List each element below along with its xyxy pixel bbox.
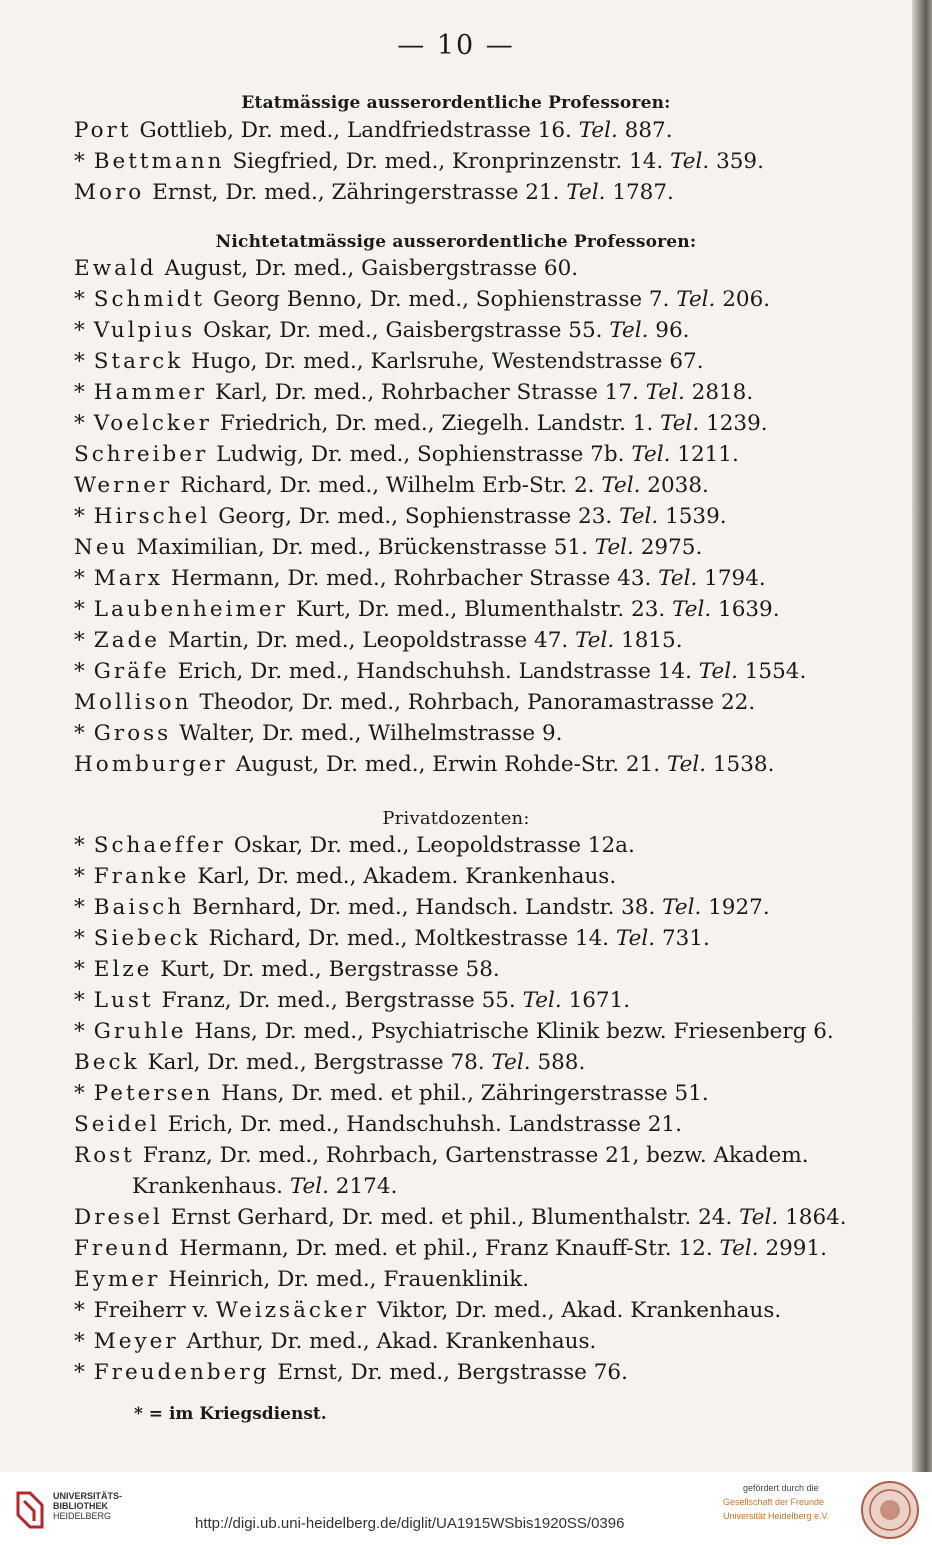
military-service-marker: * [74, 1019, 85, 1044]
faculty-entry [74, 470, 874, 501]
tel-number: 359. [716, 149, 764, 174]
military-service-marker: * [74, 957, 85, 982]
tel-label: Tel. [491, 1050, 531, 1075]
faculty-entry [74, 718, 874, 749]
faculty-entry [74, 1357, 874, 1388]
tel-number: 1539. [665, 504, 727, 529]
tel-number: 2174. [335, 1174, 398, 1199]
entry-details: Hermann, Dr. med., Rohrbacher Strasse 43. [171, 566, 652, 591]
surname: Franke [93, 864, 190, 889]
faculty-entry [74, 687, 874, 718]
faculty-entry [74, 563, 874, 594]
faculty-entry [74, 861, 874, 892]
military-service-marker: * [74, 287, 85, 312]
tel-number: 1554. [744, 659, 807, 684]
surname: Petersen [93, 1081, 214, 1106]
tel-number: 887. [624, 118, 673, 143]
surname: Freund [74, 1236, 172, 1261]
faculty-entry [74, 346, 874, 377]
entry-details: Erich, Dr. med., Handschuhsh. Landstrasse 21. [167, 1112, 682, 1137]
surname: Schmidt [93, 287, 206, 312]
tel-number: 588. [537, 1050, 586, 1075]
entry-details: Gottlieb, Dr. med., Landfriedstrasse 16. [139, 118, 572, 143]
faculty-entry [74, 1109, 874, 1140]
entry-details: Arthur, Dr. med., Akad. Krankenhaus. [186, 1329, 597, 1354]
entry-list-etat [74, 115, 874, 208]
page-number: — 10 — [397, 30, 515, 61]
entry-list-privatdozenten [74, 830, 874, 1388]
surname: Port [74, 118, 132, 143]
entry-details: Maximilian, Dr. med., Brückenstrasse 51. [136, 535, 588, 560]
entry-details: Bernhard, Dr. med., Handsch. Landstr. 38. [192, 895, 656, 920]
faculty-entry [74, 146, 874, 177]
entry-details: Ernst, Dr. med., Bergstrasse 76. [277, 1360, 628, 1385]
military-service-marker: * [74, 1329, 85, 1354]
surname: Eymer [74, 1267, 161, 1292]
tel-label: Tel. [522, 988, 562, 1013]
tel-label: Tel. [619, 504, 659, 529]
entry-details: Richard, Dr. med., Wilhelm Erb-Str. 2. [180, 473, 595, 498]
military-service-marker: * [74, 566, 85, 591]
entry-details: Karl, Dr. med., Bergstrasse 78. [147, 1050, 485, 1075]
entry-details: Kurt, Dr. med., Bergstrasse 58. [160, 957, 500, 982]
entry-details: Oskar, Dr. med., Gaisbergstrasse 55. [203, 318, 603, 343]
tel-number: 1787. [612, 180, 674, 205]
surname: Starck [93, 349, 184, 374]
permalink-url[interactable]: http://digi.ub.uni-heidelberg.de/diglit/UA1915WSbis1920SS/0396 [195, 1515, 625, 1532]
tel-number: 1239. [706, 411, 768, 436]
military-service-marker: * [74, 504, 85, 529]
tel-number: 1864. [785, 1205, 847, 1230]
faculty-entry [74, 439, 874, 470]
digitization-footer [0, 1472, 932, 1545]
faculty-entry [74, 284, 874, 315]
faculty-entry [74, 1295, 874, 1326]
faculty-entry [74, 177, 874, 208]
military-service-marker: * [74, 659, 85, 684]
military-service-marker: * [74, 411, 85, 436]
surname: Seidel [74, 1112, 160, 1137]
faculty-entry [74, 749, 874, 780]
library-name-line3: HEIDELBERG [53, 1511, 112, 1521]
faculty-entry [74, 830, 874, 861]
entry-details: Heinrich, Dr. med., Frauenklinik. [168, 1267, 530, 1292]
military-service-marker: * [74, 380, 85, 405]
tel-label: Tel. [660, 411, 700, 436]
entry-details: Krankenhaus. [132, 1174, 283, 1199]
surname: Hammer [93, 380, 208, 405]
surname: Mollison [74, 690, 192, 715]
tel-number: 1815. [621, 628, 683, 653]
faculty-entry [74, 985, 874, 1016]
surname: Vulpius [93, 318, 196, 343]
footnote: * = im Kriegsdienst. [134, 1404, 327, 1424]
faculty-entry [74, 1047, 874, 1078]
surname: Dresel [74, 1205, 163, 1230]
tel-label: Tel. [719, 1236, 759, 1261]
military-service-marker: * [74, 628, 85, 653]
surname: Homburger [74, 752, 228, 777]
entry-details: Karl, Dr. med., Rohrbacher Strasse 17. [215, 380, 639, 405]
faculty-entry [74, 253, 874, 284]
tel-number: 1538. [712, 752, 775, 777]
tel-label: Tel. [658, 566, 698, 591]
surname: Marx [93, 566, 163, 591]
faculty-entry [74, 892, 874, 923]
name-prefix: Freiherr v. [93, 1298, 209, 1323]
tel-label: Tel. [666, 752, 707, 777]
faculty-entry [74, 408, 874, 439]
tel-number: 1211. [677, 442, 739, 467]
surname: Bettmann [93, 149, 225, 174]
tel-number: 1671. [568, 988, 631, 1013]
tel-number: 2991. [765, 1236, 828, 1261]
entry-details: Franz, Dr. med., Bergstrasse 55. [161, 988, 516, 1013]
university-library-logo [14, 1489, 46, 1531]
surname: Freudenberg [93, 1360, 270, 1385]
tel-label: Tel. [601, 473, 641, 498]
entry-details: Ernst Gerhard, Dr. med. et phil., Blumenthalstr. 24. [170, 1205, 733, 1230]
entry-continuation [74, 1171, 874, 1202]
tel-label: Tel. [645, 380, 685, 405]
surname: Gräfe [93, 659, 170, 684]
entry-details: Ernst, Dr. med., Zähringerstrasse 21. [152, 180, 560, 205]
tel-label: Tel. [609, 318, 649, 343]
tel-number: 206. [722, 287, 771, 312]
tel-number: 731. [661, 926, 710, 951]
entry-details: Karl, Dr. med., Akadem. Krankenhaus. [197, 864, 617, 889]
entry-details: Erich, Dr. med., Handschuhsh. Landstrasse 14. [177, 659, 692, 684]
tel-label: Tel. [662, 895, 702, 920]
faculty-entry [74, 532, 874, 563]
tel-label: Tel. [575, 628, 615, 653]
sponsor-block [723, 1482, 843, 1522]
faculty-entry [74, 377, 874, 408]
library-name-line2: BIBLIOTHEK [53, 1501, 108, 1511]
entry-details: Hugo, Dr. med., Karlsruhe, Westendstrasse 67. [191, 349, 704, 374]
entry-details: Hermann, Dr. med. et phil., Franz Knauff-Str. 12. [179, 1236, 713, 1261]
sponsor-name-line1: Gesellschaft der Freunde [723, 1497, 825, 1507]
surname: Hirschel [93, 504, 211, 529]
university-seal-icon [860, 1480, 920, 1540]
entry-details: Kurt, Dr. med., Blumenthalstr. 23. [295, 597, 666, 622]
library-name-line1: UNIVERSITÄTS- [53, 1491, 123, 1501]
faculty-entry [74, 656, 874, 687]
surname: Laubenheimer [93, 597, 288, 622]
surname: Werner [74, 473, 173, 498]
entry-details: Richard, Dr. med., Moltkestrasse 14. [208, 926, 610, 951]
military-service-marker: * [74, 895, 85, 920]
section-heading-privatdozenten: Privatdozenten: [382, 808, 530, 829]
library-name [53, 1491, 122, 1521]
tel-number: 1927. [708, 895, 770, 920]
surname: Lust [93, 988, 154, 1013]
faculty-entry [74, 315, 874, 346]
scan-binding-edge [912, 0, 932, 1472]
faculty-entry [74, 1016, 874, 1047]
faculty-entry [74, 625, 874, 656]
entry-details: Hans, Dr. med., Psychiatrische Klinik bezw. Friesenberg 6. [194, 1019, 834, 1044]
military-service-marker: * [74, 864, 85, 889]
faculty-entry [74, 954, 874, 985]
tel-label: Tel. [672, 597, 712, 622]
entry-details: Oskar, Dr. med., Leopoldstrasse 12a. [233, 833, 635, 858]
surname: Gross [93, 721, 172, 746]
military-service-marker: * [74, 597, 85, 622]
entry-details: Viktor, Dr. med., Akad. Krankenhaus. [376, 1298, 782, 1323]
military-service-marker: * [74, 926, 85, 951]
surname: Beck [74, 1050, 140, 1075]
entry-details: Georg, Dr. med., Sophienstrasse 23. [218, 504, 613, 529]
tel-label: Tel. [594, 535, 634, 560]
entry-details: August, Dr. med., Erwin Rohde-Str. 21. [235, 752, 661, 777]
entry-details: August, Dr. med., Gaisbergstrasse 60. [164, 256, 579, 281]
military-service-marker: * [74, 833, 85, 858]
faculty-entry [74, 923, 874, 954]
military-service-marker: * [74, 1081, 85, 1106]
tel-label: Tel. [676, 287, 716, 312]
faculty-entry [74, 1264, 874, 1295]
surname: Moro [74, 180, 145, 205]
sponsor-prefix: gefördert durch die [743, 1483, 819, 1493]
surname: Neu [74, 535, 129, 560]
military-service-marker: * [74, 1360, 85, 1385]
surname: Schreiber [74, 442, 209, 467]
tel-label: Tel. [289, 1174, 329, 1199]
tel-label: Tel. [631, 442, 671, 467]
tel-label: Tel. [615, 926, 656, 951]
entry-list-nichtetat [74, 253, 874, 780]
tel-label: Tel. [670, 149, 710, 174]
entry-details: Siegfried, Dr. med., Kronprinzenstr. 14. [232, 149, 664, 174]
entry-details: Theodor, Dr. med., Rohrbach, Panoramastrasse 22. [199, 690, 756, 715]
faculty-entry [74, 501, 874, 532]
tel-number: 96. [655, 318, 690, 343]
tel-number: 2818. [691, 380, 754, 405]
surname: Gruhle [93, 1019, 187, 1044]
military-service-marker: * [74, 988, 85, 1013]
surname: Schaeffer [93, 833, 226, 858]
faculty-entry [74, 1078, 874, 1109]
surname: Weizsäcker [215, 1298, 369, 1323]
tel-label: Tel. [566, 180, 606, 205]
faculty-entry [74, 1233, 874, 1264]
entry-details: Walter, Dr. med., Wilhelmstrasse 9. [179, 721, 563, 746]
tel-number: 1794. [704, 566, 766, 591]
surname: Elze [93, 957, 153, 982]
surname: Zade [93, 628, 160, 653]
entry-details: Martin, Dr. med., Leopoldstrasse 47. [168, 628, 569, 653]
tel-number: 1639. [718, 597, 780, 622]
surname: Ewald [74, 256, 157, 281]
entry-details: Ludwig, Dr. med., Sophienstrasse 7b. [216, 442, 625, 467]
surname: Siebeck [93, 926, 201, 951]
faculty-entry [74, 1140, 874, 1171]
entry-details: Friedrich, Dr. med., Ziegelh. Landstr. 1. [219, 411, 654, 436]
tel-number: 2038. [647, 473, 709, 498]
sponsor-name-line2: Universität Heidelberg e.V. [723, 1511, 830, 1521]
tel-label: Tel. [578, 118, 618, 143]
faculty-entry [74, 1202, 874, 1233]
section-heading-nichtetat: Nichtetatmässige ausserordentliche Professoren: [215, 232, 697, 252]
tel-label: Tel. [698, 659, 738, 684]
surname: Meyer [93, 1329, 179, 1354]
military-service-marker: * [74, 721, 85, 746]
surname: Voelcker [93, 411, 212, 436]
faculty-entry [74, 1326, 874, 1357]
military-service-marker: * [74, 1298, 85, 1323]
surname: Rost [74, 1143, 135, 1168]
entry-details: Hans, Dr. med. et phil., Zähringerstrasse 51. [221, 1081, 709, 1106]
surname: Baisch [93, 895, 185, 920]
military-service-marker: * [74, 349, 85, 374]
section-heading-etat: Etatmässige ausserordentliche Professoren: [241, 93, 671, 113]
military-service-marker: * [74, 149, 85, 174]
entry-details: Franz, Dr. med., Rohrbach, Gartenstrasse 21, bezw. Akadem. [142, 1143, 809, 1168]
entry-details: Georg Benno, Dr. med., Sophienstrasse 7. [213, 287, 670, 312]
faculty-entry [74, 115, 874, 146]
tel-label: Tel. [739, 1205, 779, 1230]
faculty-entry [74, 594, 874, 625]
tel-number: 2975. [640, 535, 703, 560]
military-service-marker: * [74, 318, 85, 343]
